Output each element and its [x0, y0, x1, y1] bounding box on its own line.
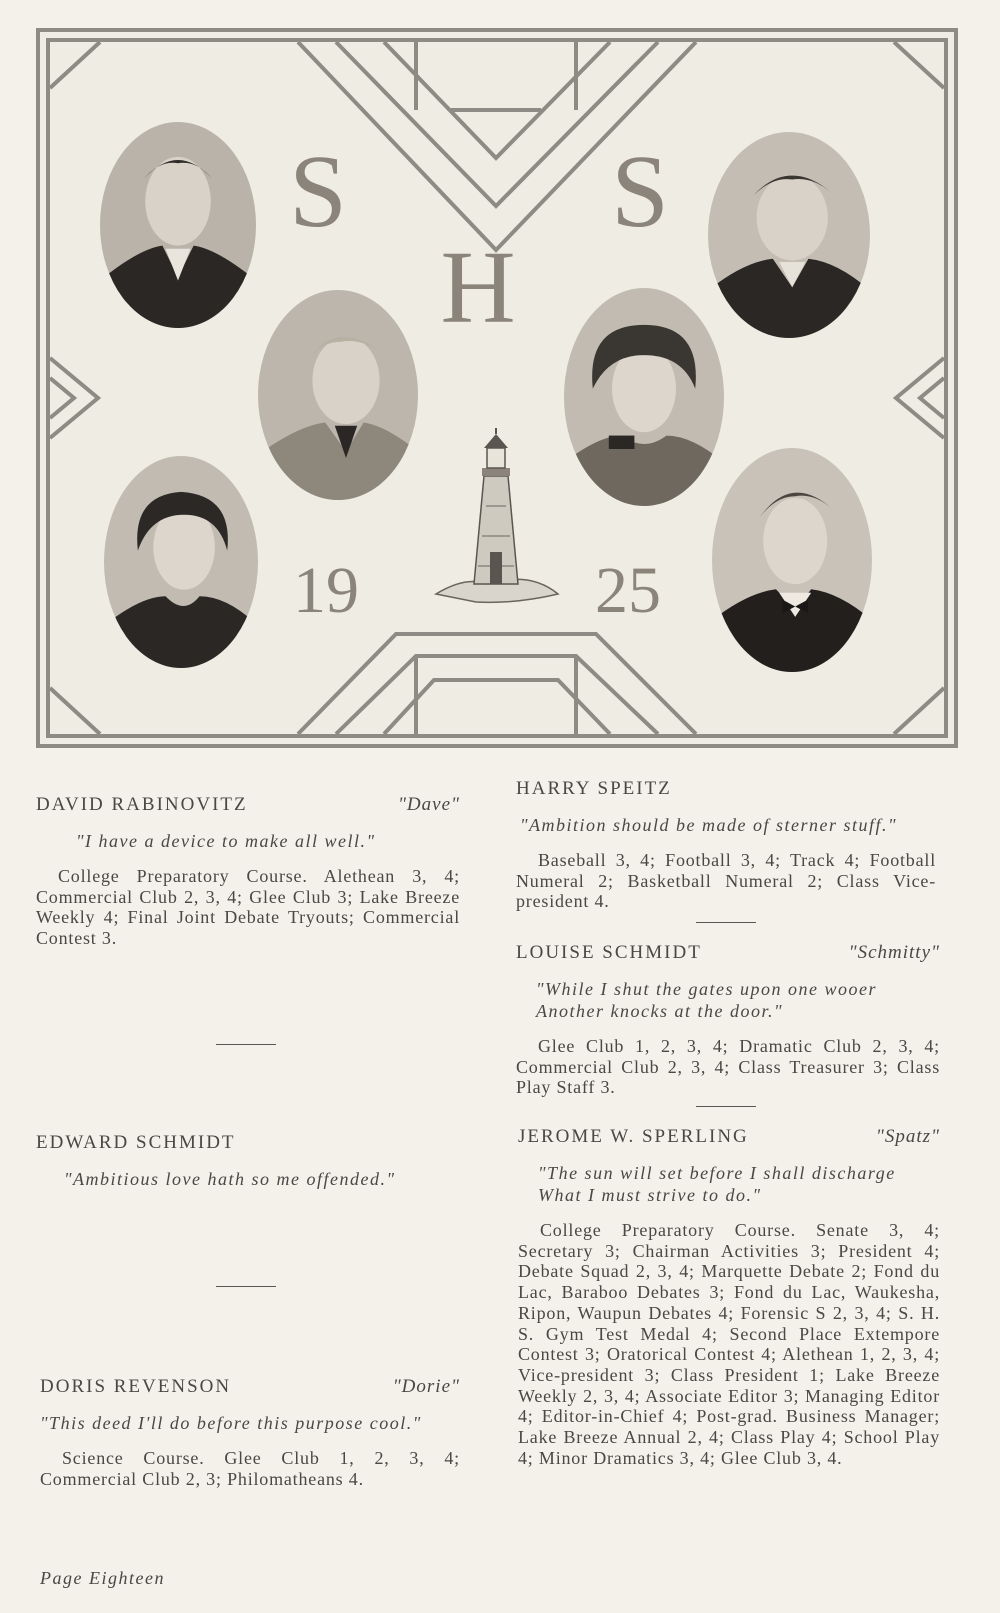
- lighthouse-illustration: [426, 426, 566, 606]
- portrait-photo: [564, 288, 724, 506]
- entry-name: LOUISE SCHMIDT: [516, 942, 702, 963]
- divider-rule: [696, 922, 756, 923]
- entry-quote: "Ambitious love hath so me offended.": [64, 1169, 396, 1189]
- entry-name: EDWARD SCHMIDT: [36, 1132, 236, 1153]
- portrait-photo: [712, 448, 872, 672]
- monogram-letter-h: H: [440, 230, 516, 345]
- portrait-photo: [258, 290, 418, 500]
- entry-nickname: "Dave": [397, 794, 460, 815]
- portrait-photo: [708, 132, 870, 338]
- portrait-louise: [104, 456, 258, 668]
- entry-activities: Baseball 3, 4; Football 3, 4; Track 4; Football Numeral 2; Basketball Numeral 2; Class Vice-president 4.: [516, 850, 936, 912]
- page-number-footer: Page Eighteen: [40, 1568, 165, 1588]
- entry-nickname: "Dorie": [392, 1376, 460, 1397]
- divider-rule: [216, 1286, 276, 1287]
- monogram-letter-s-left: S: [289, 134, 347, 249]
- divider-rule: [696, 1106, 756, 1107]
- entry-quote: "I have a device to make all well.": [76, 831, 376, 851]
- divider-rule: [216, 1044, 276, 1045]
- entry-name: DORIS REVENSON: [40, 1376, 232, 1397]
- entry-activities: Science Course. Glee Club 1, 2, 3, 4; Commercial Club 2, 3; Philomatheans 4.: [40, 1448, 460, 1489]
- entry-louise-schmidt: [516, 942, 940, 1098]
- entry-speitz: [516, 778, 936, 912]
- entry-quote: "Ambition should be made of sterner stuff.": [520, 815, 898, 835]
- entry-activities: Glee Club 1, 2, 3, 4; Dramatic Club 2, 3, 4; Commercial Club 2, 3, 4; Class Treasurer 3; Class Play Staff 3.: [516, 1036, 940, 1098]
- entry-quote: "The sun will set before I shall discharge What I must strive to do.": [538, 1163, 896, 1205]
- entry-sperling: [518, 1126, 940, 1468]
- entry-edward-schmidt: [36, 1132, 460, 1190]
- entry-name: HARRY SPEITZ: [516, 778, 672, 799]
- entry-activities: College Preparatory Course. Senate 3, 4; Secretary 3; Chairman Activities 3; President 4; Debate Squad 2, 3, 4; Marquette Debate 2; Fond du Lac, Baraboo Debates 3; Fond du Lac, Waukesha, Ripon, Waupun Debates 4; Forensic S 2, 3, 4; S. H. S. Gym Test Medal 4; Second Place Extempore Contest 3; Oratorical Contest 4; Alethean 1, 2, 3, 4; Vice-president 3; Class President 1; Lake Breeze Weekly 2, 3, 4; Associate Editor 3; Managing Editor 4; Editor-in-Chief 4; Post-grad. Business Manager; Lake Breeze Annual 2, 4; Class Play 4; School Play 4; Minor Dramatics 3, 4; Glee Club 3, 4.: [518, 1220, 940, 1468]
- monogram-letter-s-right: S: [611, 134, 669, 249]
- portrait-speitz: [708, 132, 870, 338]
- entry-activities: College Preparatory Course. Alethean 3, 4; Commercial Club 2, 3, 4; Glee Club 3; Lake Breeze Weekly 4; Final Joint Debate Tryouts; Commercial Contest 3.: [36, 866, 460, 949]
- portrait-edward: [564, 288, 724, 506]
- entry-revenson: [40, 1376, 460, 1489]
- portrait-rabinovitz: [100, 122, 256, 328]
- portrait-photo: [104, 456, 258, 668]
- entry-quote: "This deed I'll do before this purpose cool.": [40, 1413, 422, 1433]
- photo-plate: [36, 28, 958, 748]
- portrait-sperling: [712, 448, 872, 672]
- entry-rabinovitz: [36, 794, 460, 949]
- entry-quote: "While I shut the gates upon one wooer Another knocks at the door.": [536, 979, 878, 1021]
- portrait-photo: [100, 122, 256, 328]
- year-right: 25: [595, 554, 661, 627]
- entry-name: DAVID RABINOVITZ: [36, 794, 248, 815]
- year-left: 19: [293, 554, 359, 627]
- entry-name: JEROME W. SPERLING: [518, 1126, 749, 1147]
- portrait-revenson: [258, 290, 418, 500]
- entry-nickname: "Schmitty": [848, 942, 940, 963]
- entry-nickname: "Spatz": [875, 1126, 940, 1147]
